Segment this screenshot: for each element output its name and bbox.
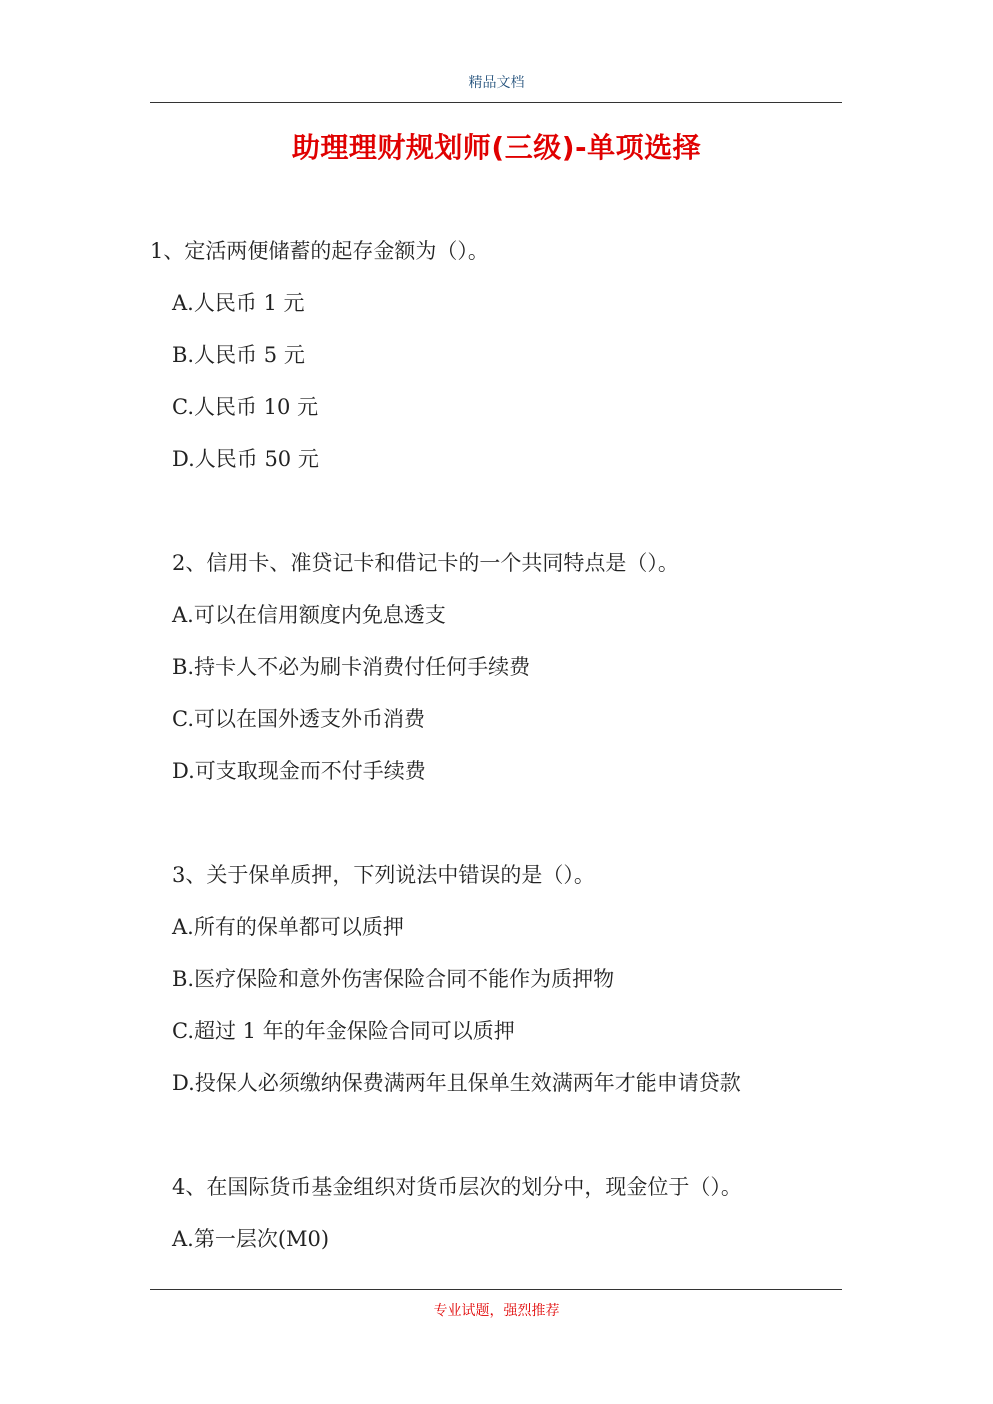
- question-3-option-b: B.医疗保险和意外伤害保险合同不能作为质押物: [172, 967, 615, 991]
- question-1-option-b: B.人民币 5 元: [172, 343, 305, 367]
- question-3-option-d: D.投保人必须缴纳保费满两年且保单生效满两年才能申请贷款: [172, 1071, 741, 1095]
- question-4-stem: 4、在国际货币基金组织对货币层次的划分中，现金位于（）。: [172, 1175, 742, 1199]
- footer-rule: [150, 1289, 842, 1290]
- question-1-option-c: C.人民币 10 元: [172, 395, 319, 419]
- question-3-option-a: A.所有的保单都可以质押: [172, 915, 404, 939]
- question-3-stem: 3、关于保单质押，下列说法中错误的是（）。: [172, 863, 595, 887]
- question-2-option-d: D.可支取现金而不付手续费: [172, 759, 426, 783]
- question-2-option-b: B.持卡人不必为刷卡消费付任何手续费: [172, 655, 531, 679]
- question-2-option-c: C.可以在国外透支外币消费: [172, 707, 425, 731]
- page-header: 精品文档: [468, 75, 525, 91]
- page-footer: 专业试题，强烈推荐: [433, 1303, 560, 1319]
- question-1-option-d: D.人民币 50 元: [172, 447, 319, 471]
- question-3-option-c: C.超过 1 年的年金保险合同可以质押: [172, 1019, 515, 1043]
- question-2-stem: 2、信用卡、准贷记卡和借记卡的一个共同特点是（）。: [172, 551, 679, 575]
- header-rule: [150, 102, 842, 103]
- question-1-option-a: A.人民币 1 元: [172, 291, 305, 315]
- document-title: 助理理财规划师(三级)-单项选择: [291, 131, 702, 164]
- question-2-option-a: A.可以在信用额度内免息透支: [172, 603, 446, 627]
- question-1-stem: 1、定活两便储蓄的起存金额为（）。: [150, 239, 489, 263]
- question-4-option-a: A.第一层次(M0): [172, 1227, 330, 1251]
